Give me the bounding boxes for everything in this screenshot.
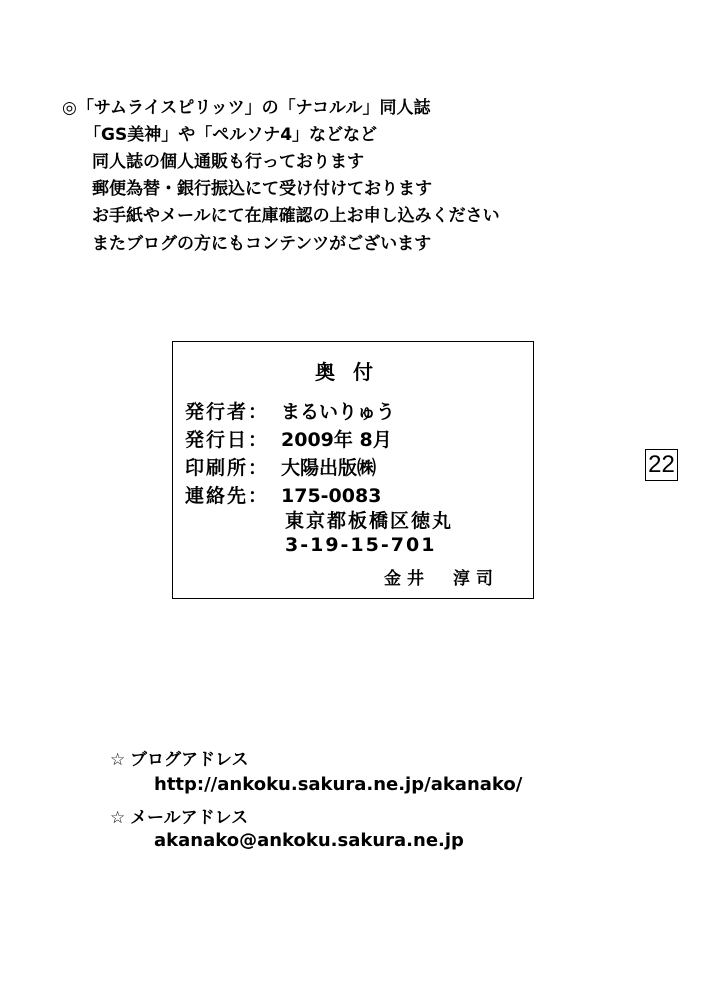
contact-address-line-2: 3-19-15-701 — [285, 534, 437, 556]
colophon-title: 奥付 — [315, 360, 391, 384]
author-name: 金井 淳司 — [384, 569, 499, 589]
colophon-box — [172, 341, 534, 599]
intro-line-1: ◎「サムライスピリッツ」の「ナコルル」同人誌 — [62, 98, 431, 118]
date-value: 2009年 8月 — [281, 429, 392, 451]
publisher-value: まるいりゅう — [281, 401, 396, 423]
date-row — [185, 428, 392, 452]
publisher-label: 発行者： — [185, 401, 270, 423]
blog-heading — [110, 745, 249, 770]
star-icon: ☆ — [110, 750, 126, 770]
blog-heading-label: ブログアドレス — [130, 750, 249, 770]
printer-label: 印刷所： — [185, 457, 270, 479]
publisher-row — [185, 400, 395, 424]
contact-row — [185, 484, 381, 508]
mail-heading — [110, 803, 248, 828]
intro-line-5: お手紙やメールにて在庫確認の上お申し込みください — [92, 206, 500, 226]
star-icon: ☆ — [110, 808, 126, 828]
printer-value: 大陽出版㈱ — [281, 457, 377, 479]
mail-address-link[interactable]: akanako@ankoku.sakura.ne.jp — [154, 830, 464, 851]
intro-line-2: 「GS美神」や「ペルソナ4」などなど — [84, 125, 378, 145]
intro-line-4: 郵便為替・銀行振込にて受け付けております — [92, 179, 432, 199]
blog-url-link[interactable]: http://ankoku.sakura.ne.jp/akanako/ — [154, 774, 523, 795]
date-label: 発行日： — [185, 429, 270, 451]
intro-line-3: 同人誌の個人通販も行っております — [92, 152, 364, 172]
contact-label: 連絡先： — [185, 485, 270, 507]
page-number: 22 — [645, 449, 678, 481]
mail-heading-label: メールアドレス — [130, 808, 249, 828]
printer-row — [185, 456, 376, 480]
contact-address-line-1: 東京都板橋区徳丸 — [285, 510, 454, 532]
contact-postal-code: 175-0083 — [281, 485, 382, 507]
intro-line-6: またブログの方にもコンテンツがございます — [92, 234, 432, 254]
